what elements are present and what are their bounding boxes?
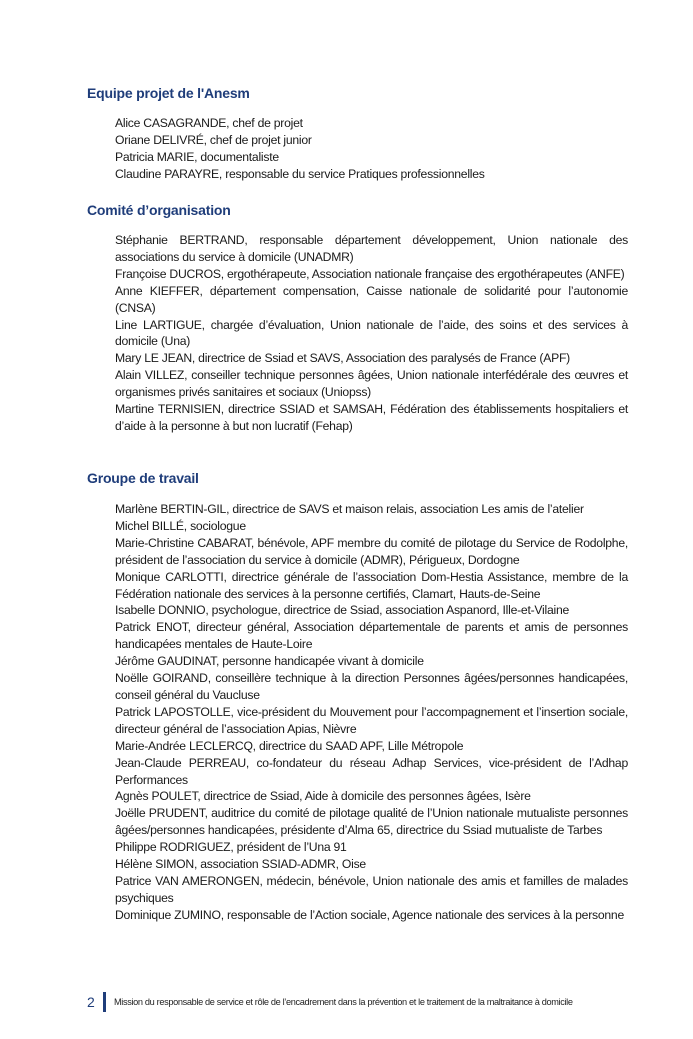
member-entry: Jean-Claude PERREAU, co-fondateur du réseau Adhap Services, vice-président de l’Adhap Performances <box>115 755 628 787</box>
member-entry: Claudine PARAYRE, responsable du service Pratiques professionnelles <box>115 166 485 181</box>
member-entry: Mary LE JEAN, directrice de Ssiad et SAVS, Association des paralysés de France (APF) <box>115 351 570 366</box>
member-entry: Stéphanie BERTRAND, responsable département développement, Union nationale des associations du service à domicile (UNADMR) <box>115 233 628 264</box>
member-entry: Françoise DUCROS, ergothérapeute, Association nationale française des ergothérapeutes (ANFE) <box>115 266 625 281</box>
section-list-comite-organisation <box>115 232 628 435</box>
member-entry: Hélène SIMON, association SSIAD-ADMR, Oise <box>115 857 366 872</box>
member-entry: Line LARTIGUE, chargée d’évaluation, Union nationale de l’aide, des soins et des services à domicile (Una) <box>115 317 628 349</box>
member-entry: Alain VILLEZ, conseiller technique personnes âgées, Union nationale interfédérale des œuvres et organismes privés sanitaires et sociaux (Uniopss) <box>115 368 628 400</box>
section-heading-equipe-projet: Equipe projet de l'Anesm <box>87 85 250 101</box>
member-entry: Agnès POULET, directrice de Ssiad, Aide à domicile des personnes âgées, Isère <box>115 789 531 804</box>
member-entry: Alice CASAGRANDE, chef de projet <box>115 116 303 130</box>
footer-title: Mission du responsable de service et rôle de l’encadrement dans la prévention et le traitement de la maltraitance à domicile <box>114 997 573 1007</box>
section-heading-groupe-travail: Groupe de travail <box>87 470 199 486</box>
member-entry: Joëlle PRUDENT, auditrice du comité de pilotage qualité de l’Union nationale mutualiste personnes âgées/personnes handicapées, présidente d’Alma 65, directrice du Ssiad mutualiste de Tarbes <box>115 806 628 838</box>
member-entry: Martine TERNISIEN, directrice SSIAD et SAMSAH, Fédération des établissements hospitaliers et d’aide à la personne à but non lucratif (Fehap) <box>115 402 628 433</box>
page-number: 2 <box>87 994 95 1010</box>
section-list-groupe-travail <box>115 501 628 924</box>
footer-divider <box>103 992 106 1012</box>
member-entry: Patrick LAPOSTOLLE, vice-président du Mouvement pour l’accompagnement et l’insertion sociale, directeur général de l’association Apias, Nièvre <box>115 704 628 736</box>
member-entry: Marie-Christine CABARAT, bénévole, APF membre du comité de pilotage du Service de Rodolphe, président de l’association du service à domicile (ADMR), Périgueux, Dordogne <box>115 535 628 567</box>
member-entry: Monique CARLOTTI, directrice générale de l’association Dom-Hestia Assistance, membre de la Fédération nationale des services à la personne certifiés, Clamart, Hauts-de-Seine <box>115 569 628 601</box>
member-entry: Oriane DELIVRÉ, chef de projet junior <box>115 132 312 147</box>
member-entry: Philippe RODRIGUEZ, président de l’Una 91 <box>115 840 347 855</box>
member-entry: Patricia MARIE, documentaliste <box>115 149 279 164</box>
member-entry: Noëlle GOIRAND, conseillère technique à la direction Personnes âgées/personnes handicapées, conseil général du Vaucluse <box>115 671 628 702</box>
member-entry: Patrice VAN AMERONGEN, médecin, bénévole, Union nationale des amis et familles de malades psychiques <box>115 873 628 905</box>
section-list-equipe-projet <box>115 115 628 183</box>
member-entry: Anne KIEFFER, département compensation, Caisse nationale de solidarité pour l’autonomie (CNSA) <box>115 283 628 315</box>
member-entry: Patrick ENOT, directeur général, Association départementale de parents et amis de personnes handicapées mentales de Haute-Loire <box>115 620 628 652</box>
page-footer <box>87 993 573 1011</box>
member-entry: Marlène BERTIN-GIL, directrice de SAVS et maison relais, association Les amis de l’atelier <box>115 502 584 516</box>
section-heading-comite-organisation: Comité d’organisation <box>87 202 231 218</box>
member-entry: Isabelle DONNIO, psychologue, directrice de Ssiad, association Aspanord, Ille-et-Vilaine <box>115 603 570 618</box>
member-entry: Michel BILLÉ, sociologue <box>115 518 246 533</box>
member-entry: Dominique ZUMINO, responsable de l’Action sociale, Agence nationale des services à la personne <box>115 907 624 922</box>
member-entry: Marie-Andrée LECLERCQ, directrice du SAAD APF, Lille Métropole <box>115 738 464 753</box>
member-entry: Jérôme GAUDINAT, personne handicapée vivant à domicile <box>115 654 424 669</box>
